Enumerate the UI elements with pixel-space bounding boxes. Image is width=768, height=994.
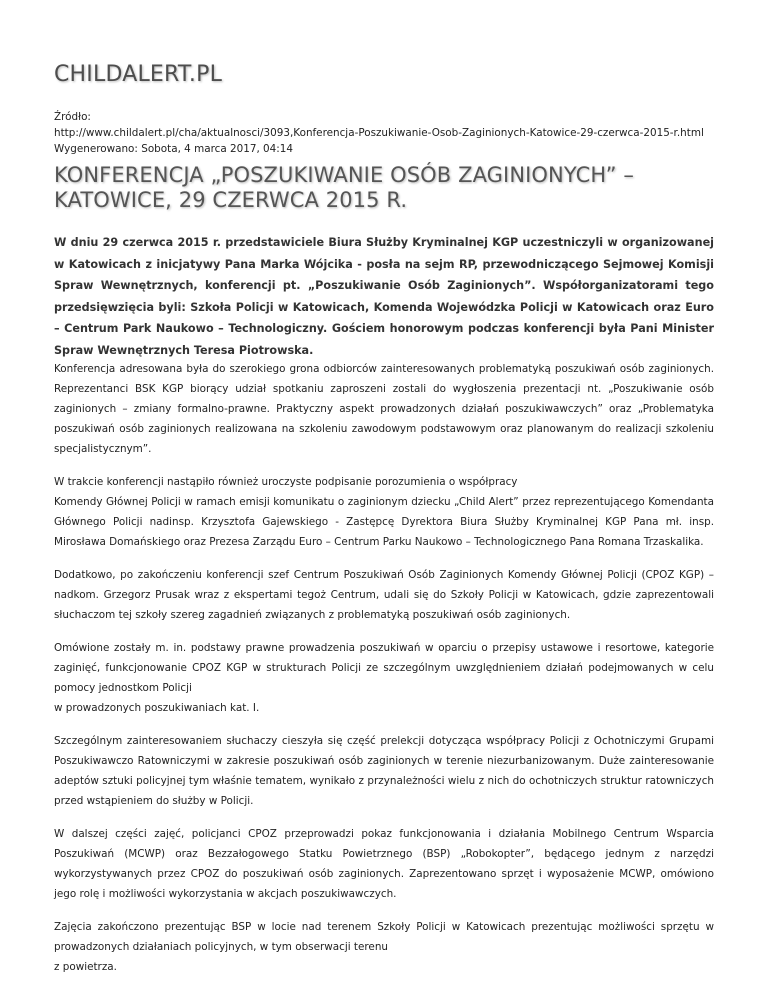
paragraph-line: Komendy Głównej Policji w ramach emisji komunikatu o zaginionym dziecku „Child Alert” przez reprezentującego Komendanta Głównego Policji nadinsp. Krzysztofa Gajewskiego - Zastępcę Dyrektora Biura Służby Kryminalnej KGP Pana mł. insp. Mirosława Domańskiego oraz Prezesa Zarządu Euro – Centrum Parku Naukowo – Technologicznego Pana Romana Trzaskalika. <box>54 496 714 548</box>
source-url: http://www.childalert.pl/cha/aktualnosci/3093,Konferencja-Poszukiwanie-Osob-Zaginionych-Katowice-29-czerwca-2015-r.html <box>54 127 704 139</box>
paragraph <box>54 472 714 552</box>
paragraph: W dalszej części zajęć, policjanci CPOZ przeprowadzi pokaz funkcjonowania i działania Mobilnego Centrum Wsparcia Poszukiwań (MCWP) oraz Bezzałogowego Statku Powietrznego (BSP) „Robokopter”, będącego jednym z narzędzi wykorzystywanych przez CPOZ do poszukiwań osób zaginionych. Zaprezentowano sprzęt i wyposażenie MCWP, omówiono jego rolę i możliwości wykorzystania w akcjach poszukiwawczych. <box>54 828 714 900</box>
paragraph-line: w prowadzonych poszukiwaniach kat. I. <box>54 702 260 714</box>
paragraph-line: W trakcie konferencji nastąpiło również uroczyste podpisanie porozumienia o współpracy <box>54 476 518 488</box>
paragraph-line: Zajęcia zakończono prezentując BSP w locie nad terenem Szkoły Policji w Katowicach prezentując możliwości sprzętu w prowadzonych działaniach policyjnych, w tym obserwacji terenu <box>54 921 714 953</box>
generated-date: Wygenerowano: Sobota, 4 marca 2017, 04:14 <box>54 143 293 155</box>
paragraph: Szczególnym zainteresowaniem słuchaczy cieszyła się część prelekcji dotycząca współpracy Policji z Ochotniczymi Grupami Poszukiwawczo Ratowniczymi w zakresie poszukiwań osób zaginionych w terenie niezurbanizowanym. Duże zainteresowanie adeptów sztuki policyjnej tym właśnie tematem, wynikało z przynależności wielu z nich do ochotniczych struktur ratowniczych przed wstąpieniem do służby w Policji. <box>54 735 714 807</box>
paragraph: Konferencja adresowana była do szerokiego grona odbiorców zainteresowanych problematyką poszukiwań osób zaginionych. Reprezentanci BSK KGP biorący udział spotkaniu zaproszeni zostali do wygłoszenia prezentacji nt. „Poszukiwanie osób zaginionych – zmiany formalno-prawne. Praktyczny aspekt prowadzonych działań poszukiwawczych” oraz „Problematyka poszukiwań osób zaginionych realizowana na szkoleniu zawodowym podstawowym oraz planowanym do realizacji szkoleniu specjalistycznym”. <box>54 363 714 455</box>
site-title: CHILDALERT.PL <box>54 62 223 87</box>
source-label: Źródło: <box>54 111 91 123</box>
paragraph-line: Omówione zostały m. in. podstawy prawne prowadzenia poszukiwań w oparciu o przepisy ustawowe i resortowe, kategorie zaginięć, funkcjonowanie CPOZ KGP w strukturach Policji ze szczególnym uwzględnieniem działań podejmowanych w celu pomocy jednostkom Policji <box>54 642 714 694</box>
paragraph <box>54 638 714 718</box>
article-lead: W dniu 29 czerwca 2015 r. przedstawiciele Biura Służby Kryminalnej KGP uczestniczyli w organizowanej w Katowicach z inicjatywy Pana Marka Wójcika - posła na sejm RP, przewodniczącego Sejmowej Komisji Spraw Wewnętrznych, konferencji pt. „Poszukiwanie Osób Zaginionych”. Współorganizatorami tego przedsięwzięcia byli: Szkoła Policji w Katowicach, Komenda Wojewódzka Policji w Katowicach oraz Euro – Centrum Park Naukowo – Technologiczny. Gościem honorowym podczas konferencji była Pani Minister Spraw Wewnętrznych Teresa Piotrowska. <box>54 236 714 357</box>
document-meta <box>54 109 714 157</box>
paragraph <box>54 917 714 977</box>
article-body <box>54 359 714 990</box>
paragraph-line: z powietrza. <box>54 961 117 973</box>
paragraph: Dodatkowo, po zakończeniu konferencji szef Centrum Poszukiwań Osób Zaginionych Komendy Głównej Policji (CPOZ KGP) – nadkom. Grzegorz Prusak wraz z ekspertami tegoż Centrum, udali się do Szkoły Policji w Katowicach, gdzie zaprezentowali słuchaczom tej szkoły szereg zagadnień związanych z problematyką poszukiwań osób zaginionych. <box>54 569 714 621</box>
article-title: KONFERENCJA „POSZUKIWANIE OSÓB ZAGINIONYCH” – KATOWICE, 29 CZERWCA 2015 R. <box>54 163 635 212</box>
